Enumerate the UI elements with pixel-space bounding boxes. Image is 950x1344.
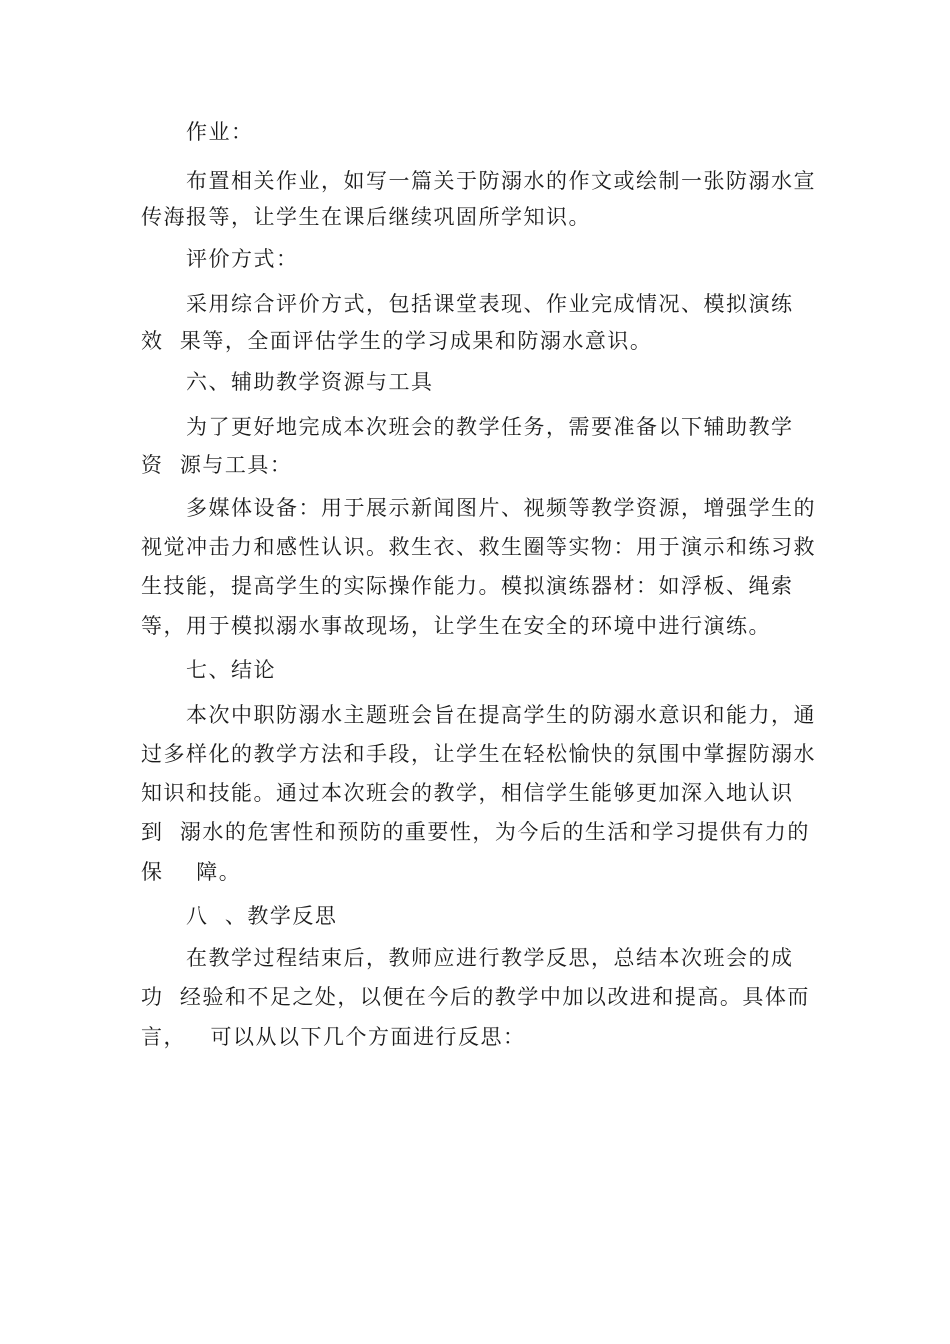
section-heading-6: 六、辅助教学资源与工具 xyxy=(186,370,434,394)
paragraph-line: 资 源与工具： xyxy=(141,453,293,477)
paragraph-line: 生技能，提高学生的实际操作能力。模拟演练器材：如浮板、绳索 xyxy=(141,574,794,598)
heading-homework: 作业： xyxy=(186,120,254,144)
section-heading-7: 七、结论 xyxy=(186,658,276,682)
paragraph-line: 保 障。 xyxy=(141,860,242,884)
section-heading-8: 八 、教学反思 xyxy=(186,904,338,928)
paragraph-line: 视觉冲击力和感性认识。救生衣、救生圈等实物：用于演示和练习救 xyxy=(141,535,816,559)
paragraph-line: 本次中职防溺水主题班会旨在提高学生的防溺水意识和能力，通 xyxy=(186,703,816,727)
paragraph-line: 言， 可以从以下几个方面进行反思： xyxy=(141,1025,526,1049)
paragraph-line: 在教学过程结束后，教师应进行教学反思，总结本次班会的成 xyxy=(186,946,794,970)
paragraph-line: 传海报等，让学生在课后继续巩固所学知识。 xyxy=(141,205,591,229)
paragraph-line: 知识和技能。通过本次班会的教学，相信学生能够更加深入地认识 xyxy=(141,781,794,805)
paragraph-line: 功 经验和不足之处，以便在今后的教学中加以改进和提高。具体而 xyxy=(141,985,810,1009)
paragraph-line: 多媒体设备：用于展示新闻图片、视频等教学资源，增强学生的 xyxy=(186,496,816,520)
paragraph-line: 等，用于模拟溺水事故现场，让学生在安全的环境中进行演练。 xyxy=(141,614,771,638)
heading-evaluation: 评价方式： xyxy=(186,247,299,271)
paragraph-line: 到 溺水的危害性和预防的重要性，为今后的生活和学习提供有力的 xyxy=(141,820,810,844)
paragraph-line: 过多样化的教学方法和手段，让学生在轻松愉快的氛围中掌握防溺水 xyxy=(141,742,816,766)
paragraph-line: 采用综合评价方式，包括课堂表现、作业完成情况、模拟演练 xyxy=(186,292,794,316)
paragraph-line: 布置相关作业，如写一篇关于防溺水的作文或绘制一张防溺水宣 xyxy=(186,169,816,193)
paragraph-line: 为了更好地完成本次班会的教学任务，需要准备以下辅助教学 xyxy=(186,415,794,439)
paragraph-line: 效 果等，全面评估学生的学习成果和防溺水意识。 xyxy=(141,329,653,353)
